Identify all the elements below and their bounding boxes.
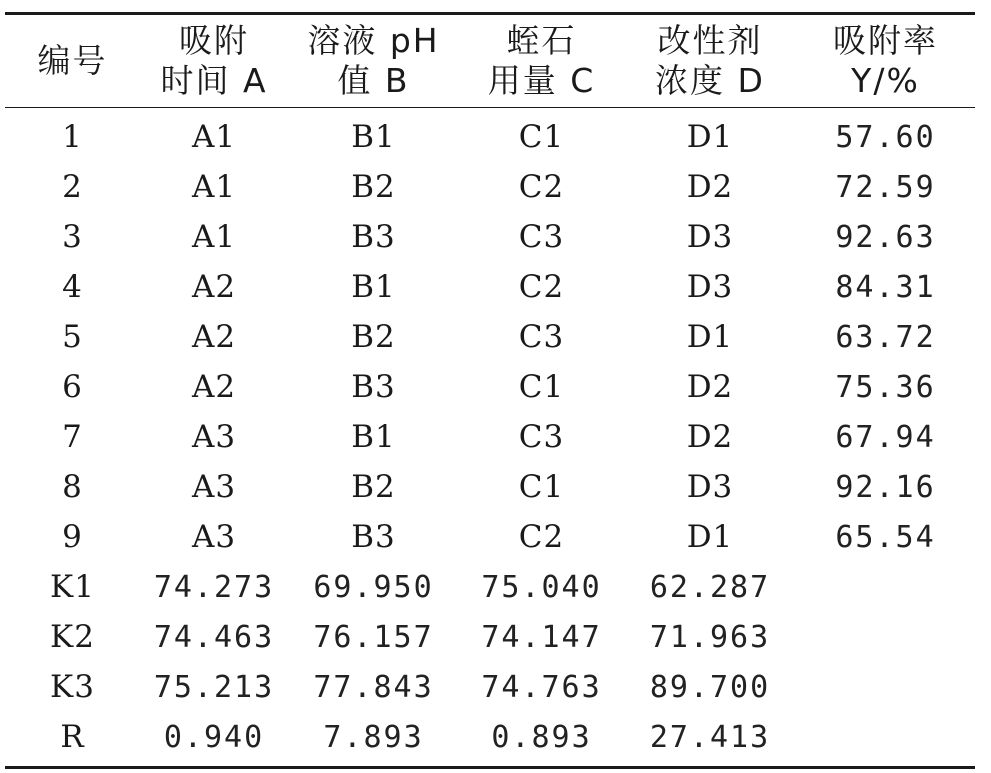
header-vermiculite-dosage: 蛭石 用量 C bbox=[487, 21, 596, 100]
factor-b-level: B3 bbox=[351, 369, 396, 405]
k-value-d: 89.700 bbox=[649, 669, 771, 705]
header-modifier-concentration: 改性剂 浓度 D bbox=[655, 21, 765, 100]
factor-c-level: C3 bbox=[518, 419, 565, 455]
header-number: 编号 bbox=[37, 41, 108, 80]
factor-b-level: B3 bbox=[351, 519, 396, 555]
factor-c-level: C3 bbox=[518, 219, 565, 255]
row-label: K1 bbox=[50, 569, 95, 605]
adsorption-rate-value: 92.63 bbox=[835, 219, 936, 255]
row-label: 4 bbox=[62, 269, 83, 305]
k-value-a: 75.213 bbox=[153, 669, 275, 705]
row-label: 9 bbox=[62, 519, 83, 555]
table-row bbox=[5, 108, 975, 163]
k-value-b: 77.843 bbox=[313, 669, 434, 705]
factor-d-level: D3 bbox=[686, 469, 734, 505]
factor-c-level: C2 bbox=[518, 269, 565, 305]
empty-cell bbox=[796, 712, 975, 768]
factor-a-level: A3 bbox=[191, 419, 237, 455]
header-row bbox=[5, 14, 975, 108]
adsorption-rate-value: 63.72 bbox=[835, 319, 936, 355]
factor-a-level: A2 bbox=[191, 269, 237, 305]
factor-b-level: B1 bbox=[351, 269, 396, 305]
row-label: 2 bbox=[62, 169, 83, 205]
row-label: R bbox=[60, 719, 85, 755]
factor-d-level: D1 bbox=[686, 319, 734, 355]
factor-a-level: A3 bbox=[191, 469, 237, 505]
header-adsorption-rate: 吸附率 Y/% bbox=[833, 21, 938, 100]
adsorption-rate-value: 65.54 bbox=[835, 519, 936, 555]
table-row bbox=[5, 362, 975, 412]
table-row-k2 bbox=[5, 612, 975, 662]
factor-b-level: B1 bbox=[351, 119, 396, 155]
range-value-b: 7.893 bbox=[323, 719, 424, 755]
header-solution-ph: 溶液 pH 值 B bbox=[307, 21, 440, 100]
adsorption-rate-value: 84.31 bbox=[835, 269, 936, 305]
table-row bbox=[5, 412, 975, 462]
factor-c-level: C2 bbox=[518, 519, 565, 555]
row-label: K2 bbox=[50, 619, 95, 655]
factor-a-level: A1 bbox=[191, 219, 237, 255]
row-label: 7 bbox=[62, 419, 83, 455]
factor-b-level: B1 bbox=[351, 419, 396, 455]
factor-a-level: A2 bbox=[191, 319, 237, 355]
factor-d-level: D2 bbox=[686, 369, 734, 405]
factor-d-level: D3 bbox=[686, 269, 734, 305]
k-value-a: 74.463 bbox=[153, 619, 275, 655]
range-value-d: 27.413 bbox=[649, 719, 771, 755]
k-value-d: 62.287 bbox=[649, 569, 771, 605]
factor-d-level: D3 bbox=[686, 219, 734, 255]
empty-cell bbox=[796, 662, 975, 712]
orthogonal-experiment-table-container bbox=[5, 12, 975, 769]
adsorption-rate-value: 92.16 bbox=[835, 469, 936, 505]
adsorption-rate-value: 67.94 bbox=[835, 419, 936, 455]
table-row bbox=[5, 262, 975, 312]
factor-d-level: D2 bbox=[686, 419, 734, 455]
factor-c-level: C1 bbox=[518, 119, 565, 155]
table-row-k1 bbox=[5, 562, 975, 612]
row-label: 3 bbox=[62, 219, 83, 255]
adsorption-rate-value: 75.36 bbox=[835, 369, 936, 405]
adsorption-rate-value: 72.59 bbox=[835, 169, 936, 205]
factor-c-level: C3 bbox=[518, 319, 565, 355]
factor-b-level: B2 bbox=[351, 319, 396, 355]
orthogonal-experiment-table bbox=[5, 12, 975, 769]
k-value-c: 74.147 bbox=[481, 619, 602, 655]
header-adsorption-time: 吸附 时间 A bbox=[160, 21, 268, 100]
k-value-d: 71.963 bbox=[649, 619, 771, 655]
empty-cell bbox=[796, 562, 975, 612]
table-row bbox=[5, 162, 975, 212]
k-value-c: 75.040 bbox=[481, 569, 602, 605]
factor-d-level: D1 bbox=[686, 119, 734, 155]
table-row bbox=[5, 212, 975, 262]
row-label: 1 bbox=[62, 119, 83, 155]
k-value-b: 76.157 bbox=[313, 619, 434, 655]
factor-b-level: B2 bbox=[351, 169, 396, 205]
row-label: 6 bbox=[62, 369, 83, 405]
k-value-c: 74.763 bbox=[481, 669, 602, 705]
factor-b-level: B2 bbox=[351, 469, 396, 505]
factor-c-level: C2 bbox=[518, 169, 565, 205]
factor-c-level: C1 bbox=[518, 469, 565, 505]
table-row bbox=[5, 312, 975, 362]
factor-a-level: A2 bbox=[191, 369, 237, 405]
factor-c-level: C1 bbox=[518, 369, 565, 405]
table-row-k3 bbox=[5, 662, 975, 712]
row-label: 8 bbox=[62, 469, 83, 505]
factor-d-level: D2 bbox=[686, 169, 734, 205]
k-value-a: 74.273 bbox=[153, 569, 275, 605]
adsorption-rate-value: 57.60 bbox=[835, 119, 936, 155]
factor-a-level: A1 bbox=[191, 119, 237, 155]
table-row bbox=[5, 512, 975, 562]
factor-d-level: D1 bbox=[686, 519, 734, 555]
factor-b-level: B3 bbox=[351, 219, 396, 255]
k-value-b: 69.950 bbox=[313, 569, 434, 605]
factor-a-level: A3 bbox=[191, 519, 237, 555]
range-value-c: 0.893 bbox=[491, 719, 592, 755]
row-label: 5 bbox=[62, 319, 83, 355]
table-row-range bbox=[5, 712, 975, 768]
empty-cell bbox=[796, 612, 975, 662]
factor-a-level: A1 bbox=[191, 169, 237, 205]
table-row bbox=[5, 462, 975, 512]
row-label: K3 bbox=[50, 669, 95, 705]
range-value-a: 0.940 bbox=[163, 719, 265, 755]
